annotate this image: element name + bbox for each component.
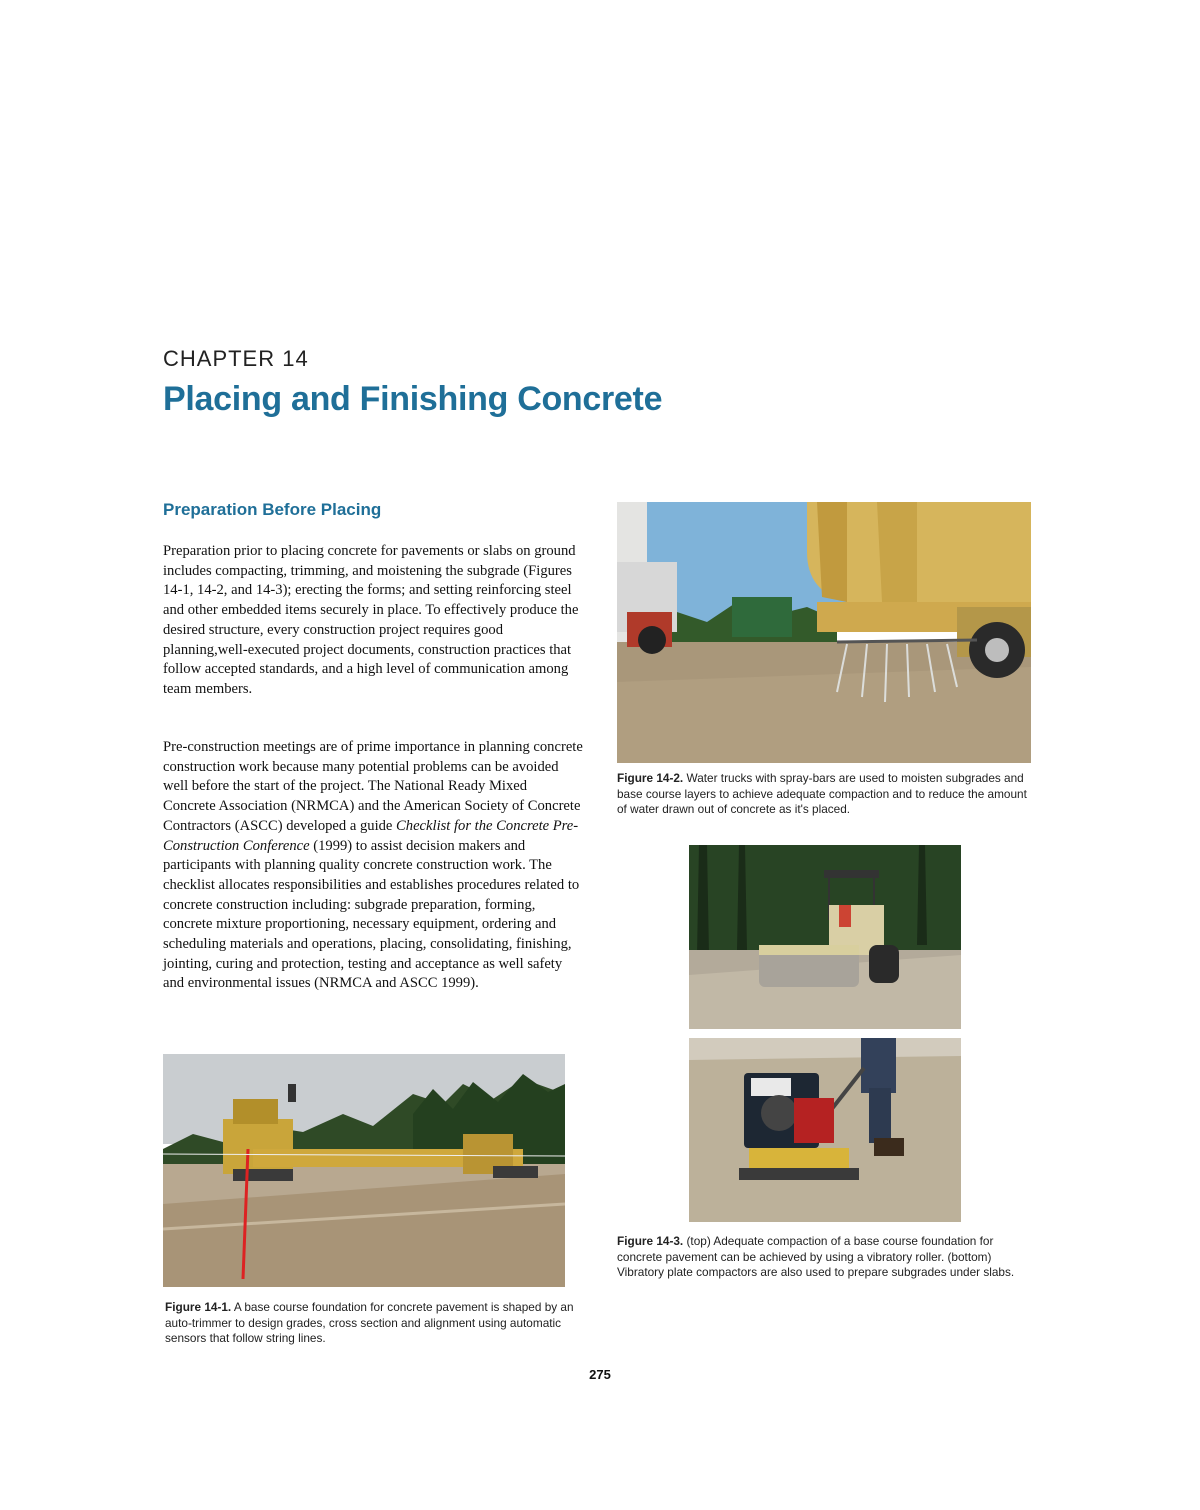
caption-text: Water trucks with spray-bars are used to moisten subgrades and base course layers to achieve adequate compaction and to reduce the amount of water drawn out of concrete as it's placed. — [617, 771, 1027, 816]
plate-compactor-photo — [689, 1038, 961, 1222]
figure-14-2-photo — [617, 502, 1031, 763]
body-paragraph-2 — [163, 738, 583, 994]
caption-text: A base course foundation for concrete pavement is shaped by an auto-trimmer to design grades, cross section and alignment using automatic sensors that follow string lines. — [165, 1300, 574, 1345]
paragraph-text: Pre-construction meetings are of prime importance in planning concrete construction work because many potential problems can be avoided well before the start of the project. The National Ready Mixed Concrete Association (NRMCA) and the American Society of Concrete Contractors (ASCC) developed a guide — [163, 739, 583, 834]
water-truck-photo — [617, 502, 1031, 763]
figure-14-1-caption — [165, 1300, 575, 1347]
caption-text: (top) Adequate compaction of a base course foundation for concrete pavement can be achieved by using a vibratory roller. (bottom) Vibratory plate compactors are also used to prepare subgrades under slabs. — [617, 1234, 1015, 1279]
vibratory-roller-photo — [689, 845, 961, 1029]
figure-label: Figure 14-1. — [165, 1300, 232, 1314]
page-number: 275 — [589, 1367, 611, 1382]
figure-14-2-caption — [617, 771, 1032, 818]
figure-14-3-caption — [617, 1234, 1032, 1281]
auto-trimmer-photo — [163, 1054, 565, 1287]
chapter-title: Placing and Finishing Concrete — [163, 380, 663, 418]
figure-label: Figure 14-3. — [617, 1234, 684, 1248]
chapter-label: CHAPTER 14 — [163, 346, 309, 371]
guide-title: Checklist for the Concrete Pre-Construction Conference — [163, 817, 579, 854]
figure-14-3-top-photo — [689, 845, 961, 1029]
figure-14-1-photo — [163, 1054, 565, 1287]
figure-14-3-bottom-photo — [689, 1038, 961, 1222]
section-heading: Preparation Before Placing — [163, 500, 382, 519]
figure-label: Figure 14-2. — [617, 771, 684, 785]
paragraph-text: (1999) to assist decision makers and participants with planning quality concrete construction work. The checklist allocates responsibilities and establishes procedures related to concrete construction including: subgrade preparation, forming, concrete mixture proportioning, necessary equipment, ordering and scheduling materials and operations, placing, consolidating, finishing, jointing, curing and protection, testing and acceptance as well safety and environmental issues (NRMCA and ASCC 1999). — [163, 837, 580, 992]
body-paragraph-1: Preparation prior to placing concrete for pavements or slabs on ground includes compacting, trimming, and moistening the subgrade (Figures 14-1, 14-2, and 14-3); erecting the forms; and setting reinforcing steel and other embedded items securely in place. To effectively produce the desired structure, every construction project requires good planning,well-executed project documents, construction practices that follow accepted standards, and a high level of communication among team members. — [163, 543, 579, 697]
